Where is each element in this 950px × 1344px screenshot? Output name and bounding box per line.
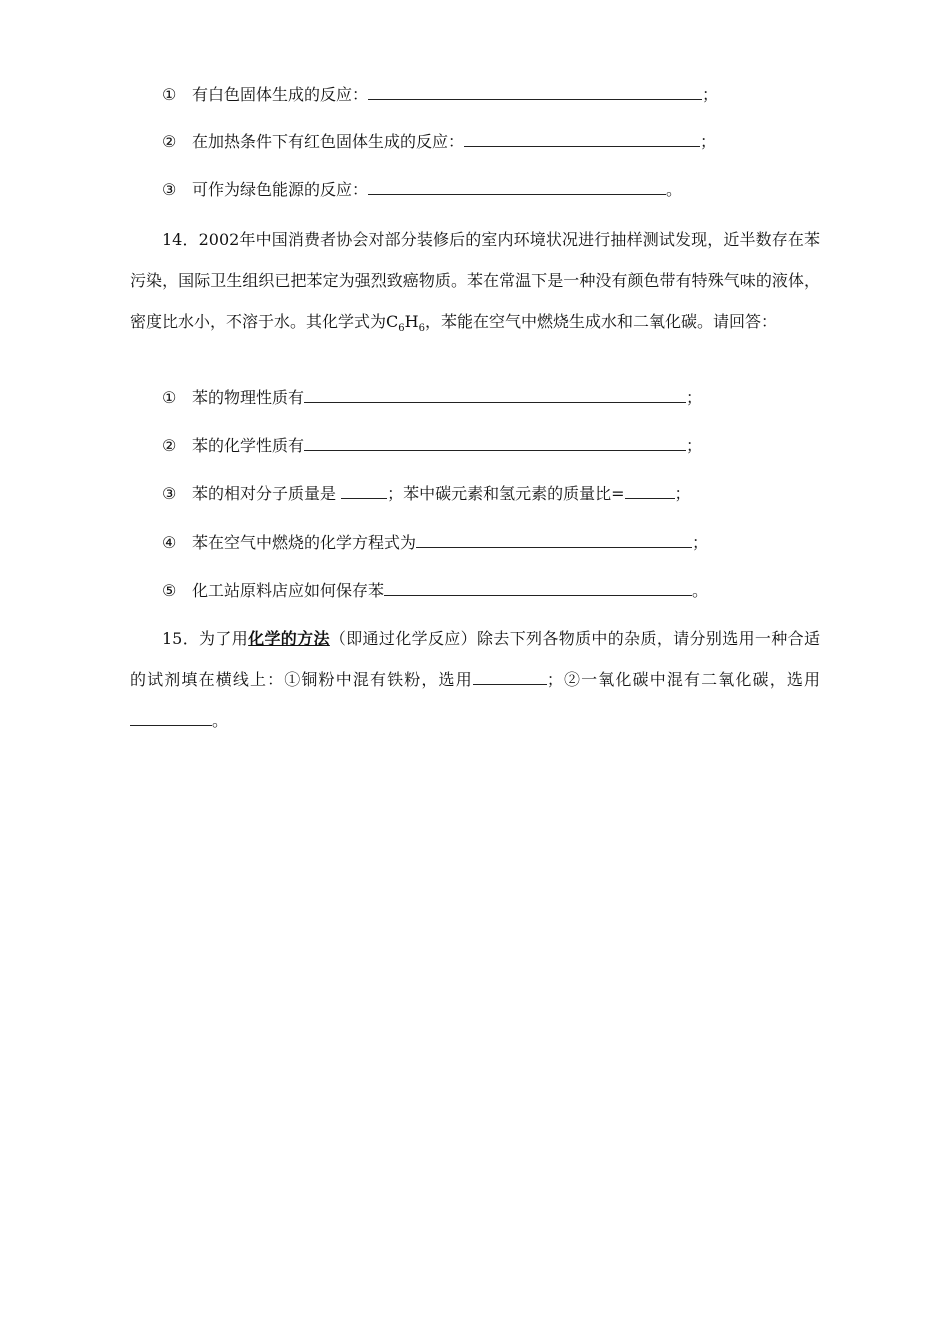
item-text: 在加热条件下有红色固体生成的反应： [192, 132, 465, 151]
item-mid: ；苯中碳元素和氢元素的质量比= [387, 484, 625, 503]
q13-item-2 [162, 130, 716, 154]
answer-blank[interactable] [368, 83, 702, 100]
answer-blank-molar-mass[interactable] [341, 482, 387, 499]
q13-item-1 [162, 83, 718, 107]
benzene-formula: $C_6H_6$ [386, 312, 425, 335]
item-marker: ② [162, 132, 177, 151]
item-end: ； [700, 132, 717, 151]
q15-paragraph [130, 618, 820, 741]
q14-item-4 [162, 531, 708, 555]
item-marker: ③ [162, 180, 177, 199]
q15-lead: 15．为了用 [162, 629, 249, 648]
answer-blank-copper[interactable] [473, 668, 547, 685]
answer-blank[interactable] [464, 130, 700, 147]
q15-emphasis: 化学的方法 [248, 629, 330, 648]
item-end: 。 [692, 581, 709, 600]
answer-blank[interactable] [416, 531, 692, 548]
item-end: ； [702, 85, 719, 104]
answer-blank-co[interactable] [130, 709, 212, 726]
item-text: 苯在空气中燃烧的化学方程式为 [192, 533, 417, 552]
item-text: 化工站原料店应如何保存苯 [192, 581, 385, 600]
q14-paragraph [130, 219, 820, 342]
item-end: 。 [666, 180, 683, 199]
answer-blank[interactable] [368, 178, 666, 195]
item-marker: ② [162, 436, 177, 455]
item-marker: ① [162, 85, 177, 104]
q13-item-3 [162, 178, 682, 202]
q14-item-1 [162, 386, 702, 410]
q14-text: 14．2002年中国消费者协会对部分装修后的室内环境状况进行抽样测试发现，近半数存在苯污染，国际卫生组织已把苯定为强烈致癌物质。苯在常温下是一种没有颜色带有特殊气味的液体，密度比水小，不溶于水。其化学式为 [130, 230, 820, 331]
item-marker: ① [162, 388, 177, 407]
item-end: ； [692, 533, 709, 552]
item-marker: ⑤ [162, 581, 177, 600]
q14-item-2 [162, 434, 702, 458]
answer-blank[interactable] [384, 579, 692, 596]
answer-blank[interactable] [304, 386, 686, 403]
q15-text-1: （即通过化学反应）除去下列各物质中的杂质，请分别选用一种合适的试剂填在横线上：①铜粉中混有铁粉，选用 [130, 629, 820, 689]
item-end: ； [686, 436, 703, 455]
item-end: ； [674, 484, 691, 503]
item-end: ； [686, 388, 703, 407]
answer-blank-mass-ratio[interactable] [625, 482, 675, 499]
q14-text-end: ，苯能在空气中燃烧生成水和二氧化碳。请回答： [424, 312, 777, 331]
q15-text-3: 。 [212, 711, 229, 730]
item-text: 可作为绿色能源的反应： [192, 180, 369, 199]
q14-item-5 [162, 579, 708, 603]
answer-blank[interactable] [304, 434, 686, 451]
q15-text-2: ；②一氧化碳中混有二氧化碳，选用 [546, 670, 820, 689]
item-text: 苯的相对分子质量是 [192, 484, 342, 503]
q14-item-3 [162, 482, 691, 506]
item-text: 苯的化学性质有 [192, 436, 305, 455]
item-text: 苯的物理性质有 [192, 388, 305, 407]
item-marker: ③ [162, 484, 177, 503]
item-text: 有白色固体生成的反应： [192, 85, 369, 104]
item-marker: ④ [162, 533, 177, 552]
